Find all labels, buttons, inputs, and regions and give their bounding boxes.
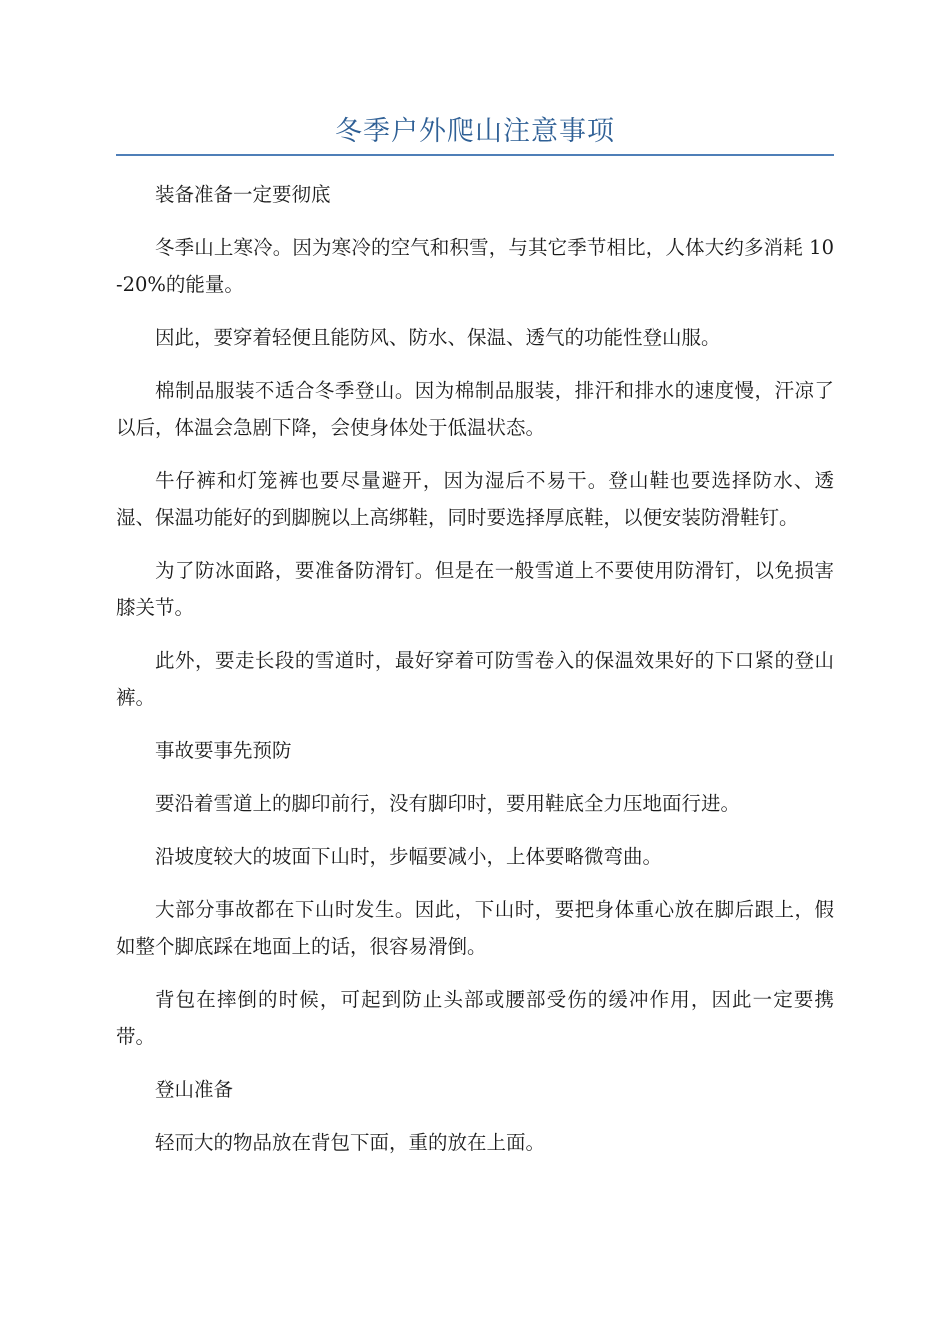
document-body [116,176,834,1177]
section-heading-climbing-preparation: 登山准备 [155,1078,234,1101]
paragraph: 沿坡度较大的坡面下山时，步幅要减小，上体要略微弯曲。 [155,845,663,868]
section-heading-accident-prevention: 事故要事先预防 [155,739,292,762]
document-title: 冬季户外爬山注意事项 [335,116,615,147]
paragraph: 大部分事故都在下山时发生。因此，下山时，要把身体重心放在脚后跟上，假如整个脚底踩在地面上的话，很容易滑倒。 [116,898,834,958]
paragraph: 因此，要穿着轻便且能防风、防水、保温、透气的功能性登山服。 [155,326,721,349]
paragraph: 背包在摔倒的时候，可起到防止头部或腰部受伤的缓冲作用，因此一定要携带。 [116,988,834,1048]
paragraph: 冬季山上寒冷。因为寒冷的空气和积雪，与其它季节相比，人体大约多消耗 10-20%的能量。 [116,236,834,296]
paragraph: 此外，要走长段的雪道时，最好穿着可防雪卷入的保温效果好的下口紧的登山裤。 [116,649,834,709]
paragraph: 牛仔裤和灯笼裤也要尽量避开，因为湿后不易干。登山鞋也要选择防水、透湿、保温功能好的到脚腕以上高绑鞋，同时要选择厚底鞋，以便安装防滑鞋钉。 [116,469,834,529]
title-underline [116,154,834,156]
paragraph: 为了防冰面路，要准备防滑钉。但是在一般雪道上不要使用防滑钉，以免损害膝关节。 [116,559,834,619]
paragraph: 棉制品服装不适合冬季登山。因为棉制品服装，排汗和排水的速度慢，汗凉了以后，体温会急剧下降，会使身体处于低温状态。 [116,379,834,439]
section-heading-equipment: 装备准备一定要彻底 [155,183,331,206]
paragraph: 要沿着雪道上的脚印前行，没有脚印时，要用鞋底全力压地面行进。 [155,792,741,815]
paragraph: 轻而大的物品放在背包下面，重的放在上面。 [155,1131,546,1154]
